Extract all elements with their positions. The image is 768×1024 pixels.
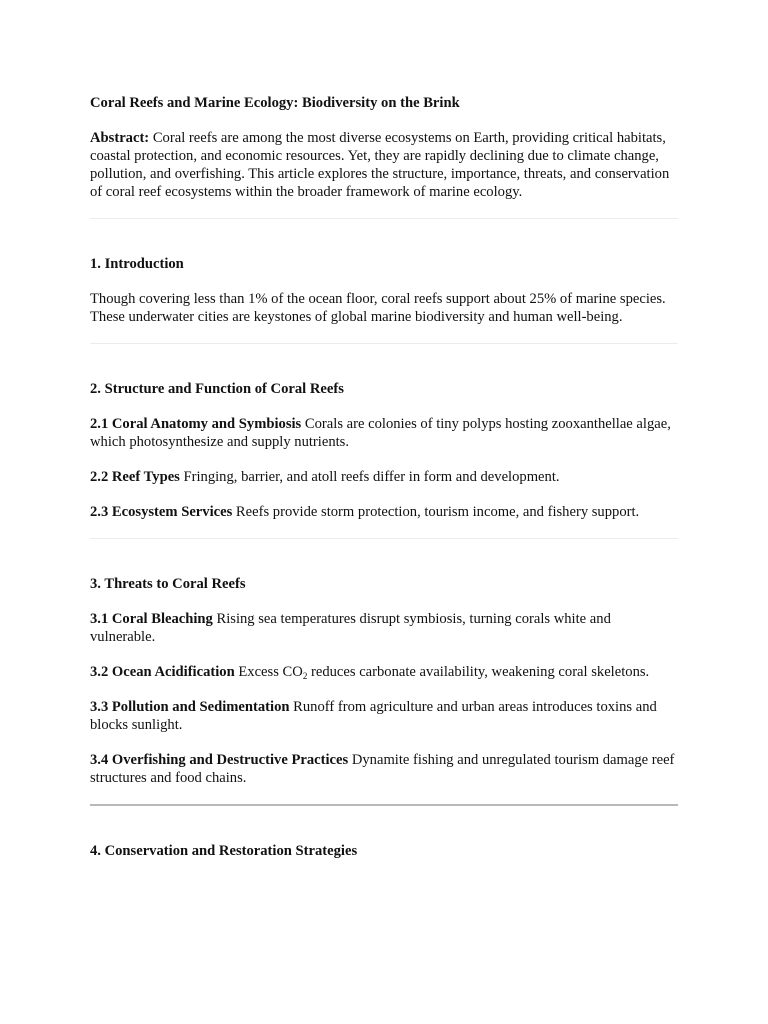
subsection-reef-types xyxy=(90,468,678,486)
subsection-label: 3.1 Coral Bleaching xyxy=(90,611,213,627)
document-title: Coral Reefs and Marine Ecology: Biodiversity on the Brink xyxy=(90,95,460,111)
subsection-label: 2.3 Ecosystem Services xyxy=(90,504,233,520)
section-heading-conservation: 4. Conservation and Restoration Strategies xyxy=(90,843,358,859)
subsection-text-pre: Excess CO xyxy=(234,664,303,680)
subsection-label: 2.1 Coral Anatomy and Symbiosis xyxy=(90,416,302,432)
subsection-label: 3.3 Pollution and Sedimentation xyxy=(90,699,290,715)
section-divider xyxy=(90,218,678,219)
subsection-pollution xyxy=(90,698,678,734)
document-body xyxy=(90,94,678,860)
subsection-label: 3.2 Ocean Acidification xyxy=(90,664,235,680)
subsection-text: Runoff from agriculture and urban areas introduces toxins and blocks sunlight. xyxy=(90,699,657,733)
section-heading-threats: 3. Threats to Coral Reefs xyxy=(90,576,246,592)
section-divider xyxy=(90,343,678,344)
subsection-text-post: reduces carbonate availability, weakening coral skeletons. xyxy=(307,664,650,680)
abstract-paragraph xyxy=(90,129,678,201)
subsection-ecosystem-services xyxy=(90,503,678,521)
subsection-label: 3.4 Overfishing and Destructive Practices xyxy=(90,752,349,768)
subsection-text: Corals are colonies of tiny polyps hosting zooxanthellae algae, which photosynthesize and supply nutrients. xyxy=(90,416,671,450)
section-heading-introduction: 1. Introduction xyxy=(90,256,184,272)
introduction-paragraph: Though covering less than 1% of the ocean floor, coral reefs support about 25% of marine species. These underwater cities are keystones of global marine biodiversity and human well-being. xyxy=(90,291,666,325)
subsection-coral-bleaching xyxy=(90,610,678,646)
section-divider xyxy=(90,538,678,539)
subscript-two: 2 xyxy=(302,671,308,681)
section-heading-structure: 2. Structure and Function of Coral Reefs xyxy=(90,381,344,397)
abstract-label: Abstract: xyxy=(90,130,150,146)
subsection-text: Rising sea temperatures disrupt symbiosis, turning corals white and vulnerable. xyxy=(90,611,611,645)
subsection-overfishing xyxy=(90,751,678,787)
major-divider xyxy=(90,804,678,806)
subsection-text: Dynamite fishing and unregulated tourism damage reef structures and food chains. xyxy=(90,752,675,786)
subsection-text: Reefs provide storm protection, tourism income, and fishery support. xyxy=(232,504,640,520)
subsection-coral-anatomy xyxy=(90,415,678,451)
subsection-ocean-acidification xyxy=(90,663,678,681)
subsection-text: Fringing, barrier, and atoll reefs differ in form and development. xyxy=(179,469,560,485)
subsection-label: 2.2 Reef Types xyxy=(90,469,180,485)
abstract-text: Coral reefs are among the most diverse ecosystems on Earth, providing critical habitats, coastal protection, and economic resources. Yet, they are rapidly declining due to climate change, pollution, and overfishing. This article explores the structure, importance, threats, and conservation of coral reef ecosystems within the broader framework of marine ecology. xyxy=(90,130,670,200)
